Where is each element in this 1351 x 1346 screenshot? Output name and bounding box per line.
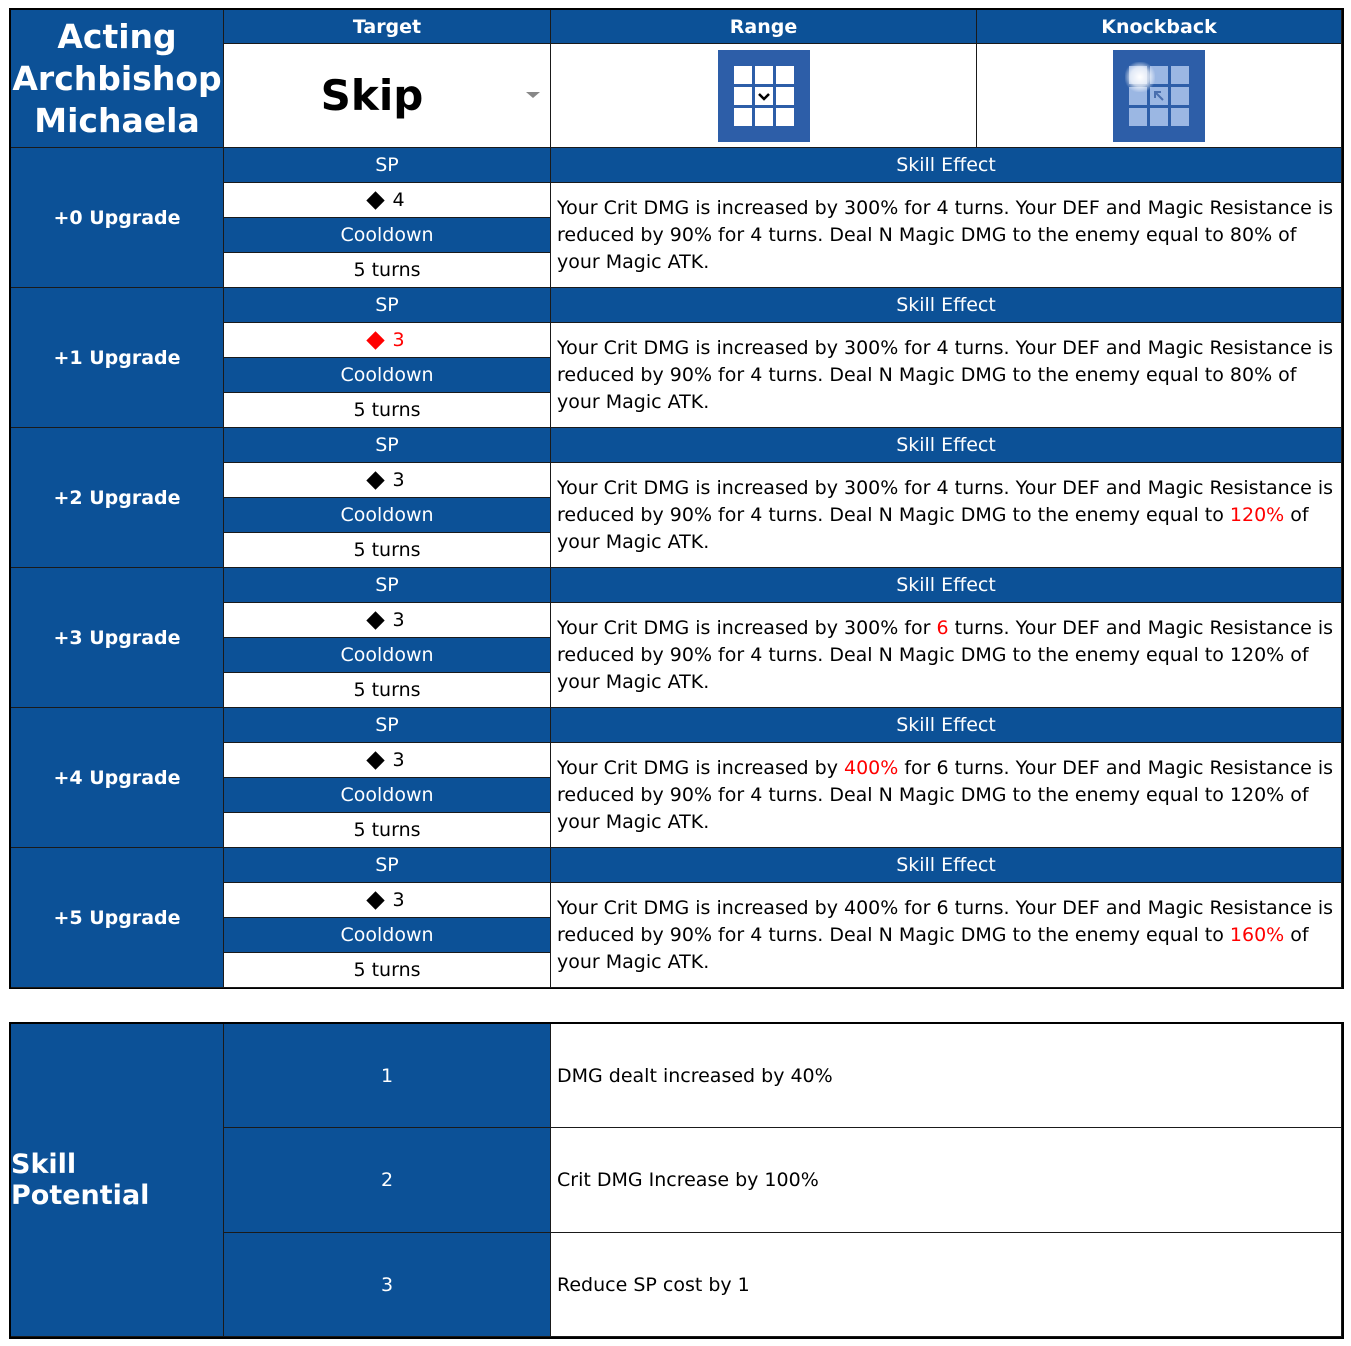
range-cell <box>551 44 977 148</box>
sp-value <box>224 883 551 918</box>
effect-highlight: 6 <box>936 616 949 639</box>
knockback-grid-icon <box>1113 50 1205 142</box>
skill-effect-text <box>551 323 1342 428</box>
skill-effect-paragraph <box>557 335 1335 416</box>
skill-effect-text <box>551 183 1342 288</box>
upgrade-label: +1 Upgrade <box>11 288 224 428</box>
upgrade-label: +2 Upgrade <box>11 428 224 568</box>
potential-description: DMG dealt increased by 40% <box>551 1024 1342 1128</box>
effect-highlight: 160% <box>1229 923 1285 946</box>
target-header: Target <box>224 10 551 44</box>
potential-number: 3 <box>224 1233 551 1337</box>
cooldown-label: Cooldown <box>224 218 551 253</box>
character-name-line-2: Archbishop <box>12 58 222 98</box>
skill-effect-paragraph <box>557 195 1335 276</box>
cooldown-value: 5 turns <box>224 953 551 988</box>
range-grid-icon <box>718 50 810 142</box>
skill-effect-label: Skill Effect <box>551 148 1342 183</box>
character-name-line-3: Michaela <box>34 100 200 140</box>
sp-label: SP <box>224 708 551 743</box>
sp-number: 4 <box>392 189 405 211</box>
sp-value <box>224 743 551 778</box>
effect-segment: of your Magic ATK. <box>557 503 1309 553</box>
skill-effect-paragraph <box>557 615 1335 696</box>
range-header: Range <box>551 10 977 44</box>
cooldown-label: Cooldown <box>224 638 551 673</box>
sp-diamond-icon <box>367 891 385 909</box>
sp-label: SP <box>224 428 551 463</box>
sp-label: SP <box>224 848 551 883</box>
skill-effect-label: Skill Effect <box>551 568 1342 603</box>
sp-label: SP <box>224 568 551 603</box>
effect-segment: for 6 turns. Your DEF and Magic Resistance is reduced by 90% for 4 turns. Deal N Magic DMG to the enemy equal to 120% of your Magic ATK. <box>557 756 1334 833</box>
cooldown-value: 5 turns <box>224 813 551 848</box>
sp-value <box>224 323 551 358</box>
potential-description: Crit DMG Increase by 100% <box>551 1128 1342 1233</box>
effect-segment: Your Crit DMG is increased by 300% for 4 turns. Your DEF and Magic Resistance is reduced by 90% for 4 turns. Deal N Magic DMG to the enemy equal to 80% of your Magic ATK. <box>557 196 1334 273</box>
cooldown-label: Cooldown <box>224 918 551 953</box>
skill-effect-text <box>551 743 1342 848</box>
effect-segment: Your Crit DMG is increased by 300% for 4 turns. Your DEF and Magic Resistance is reduced by 90% for 4 turns. Deal N Magic DMG to the enemy equal to <box>557 476 1334 526</box>
skill-effect-text <box>551 603 1342 708</box>
skill-effect-paragraph <box>557 755 1335 836</box>
sp-value <box>224 183 551 218</box>
cooldown-value: 5 turns <box>224 393 551 428</box>
potential-title: Skill Potential <box>11 1024 224 1337</box>
skill-effect-paragraph <box>557 475 1335 556</box>
skill-effect-label: Skill Effect <box>551 848 1342 883</box>
sp-diamond-icon <box>367 611 385 629</box>
character-name <box>11 10 224 148</box>
cooldown-label: Cooldown <box>224 778 551 813</box>
upgrade-label: +0 Upgrade <box>11 148 224 288</box>
sp-diamond-icon <box>367 471 385 489</box>
cooldown-value: 5 turns <box>224 533 551 568</box>
sp-label: SP <box>224 148 551 183</box>
sp-value <box>224 603 551 638</box>
effect-segment: Your Crit DMG is increased by 300% for 4 turns. Your DEF and Magic Resistance is reduced by 90% for 4 turns. Deal N Magic DMG to the enemy equal to 80% of your Magic ATK. <box>557 336 1334 413</box>
cooldown-label: Cooldown <box>224 358 551 393</box>
upgrade-label: +4 Upgrade <box>11 708 224 848</box>
knockback-header: Knockback <box>977 10 1342 44</box>
cooldown-value: 5 turns <box>224 673 551 708</box>
character-name-line-1: Acting <box>57 16 177 56</box>
sp-number: 3 <box>392 329 405 351</box>
upgrade-label: +3 Upgrade <box>11 568 224 708</box>
sp-number: 3 <box>392 469 405 491</box>
target-dropdown[interactable] <box>224 44 551 148</box>
sp-diamond-icon <box>367 751 385 769</box>
skill-effect-label: Skill Effect <box>551 428 1342 463</box>
skill-effect-label: Skill Effect <box>551 288 1342 323</box>
potential-number: 1 <box>224 1024 551 1128</box>
effect-segment: of your Magic ATK. <box>557 923 1309 973</box>
cooldown-value: 5 turns <box>224 253 551 288</box>
effect-highlight: 120% <box>1229 503 1285 526</box>
skill-effect-text <box>551 883 1342 988</box>
effect-highlight: 400% <box>843 756 899 779</box>
sp-number: 3 <box>392 609 405 631</box>
sp-value <box>224 463 551 498</box>
knockback-cell <box>977 44 1342 148</box>
effect-segment: Your Crit DMG is increased by 400% for 6 turns. Your DEF and Magic Resistance is reduced by 90% for 4 turns. Deal N Magic DMG to the enemy equal to <box>557 896 1334 946</box>
sp-number: 3 <box>392 749 405 771</box>
sp-diamond-icon <box>367 331 385 349</box>
dropdown-arrow-icon <box>526 92 540 98</box>
target-value: Skip <box>320 71 424 120</box>
skill-effect-paragraph <box>557 895 1335 976</box>
effect-segment: turns. Your DEF and Magic Resistance is reduced by 90% for 4 turns. Deal N Magic DMG to the enemy equal to 120% of your Magic ATK. <box>557 616 1334 693</box>
skill-effect-text <box>551 463 1342 568</box>
sp-number: 3 <box>392 889 405 911</box>
knockback-glow <box>1125 62 1155 92</box>
potential-description: Reduce SP cost by 1 <box>551 1233 1342 1337</box>
effect-segment: Your Crit DMG is increased by <box>557 756 844 779</box>
sp-label: SP <box>224 288 551 323</box>
upgrade-label: +5 Upgrade <box>11 848 224 988</box>
skill-effect-label: Skill Effect <box>551 708 1342 743</box>
effect-segment: Your Crit DMG is increased by 300% for <box>557 616 937 639</box>
potential-number: 2 <box>224 1128 551 1233</box>
cooldown-label: Cooldown <box>224 498 551 533</box>
sp-diamond-icon <box>367 191 385 209</box>
